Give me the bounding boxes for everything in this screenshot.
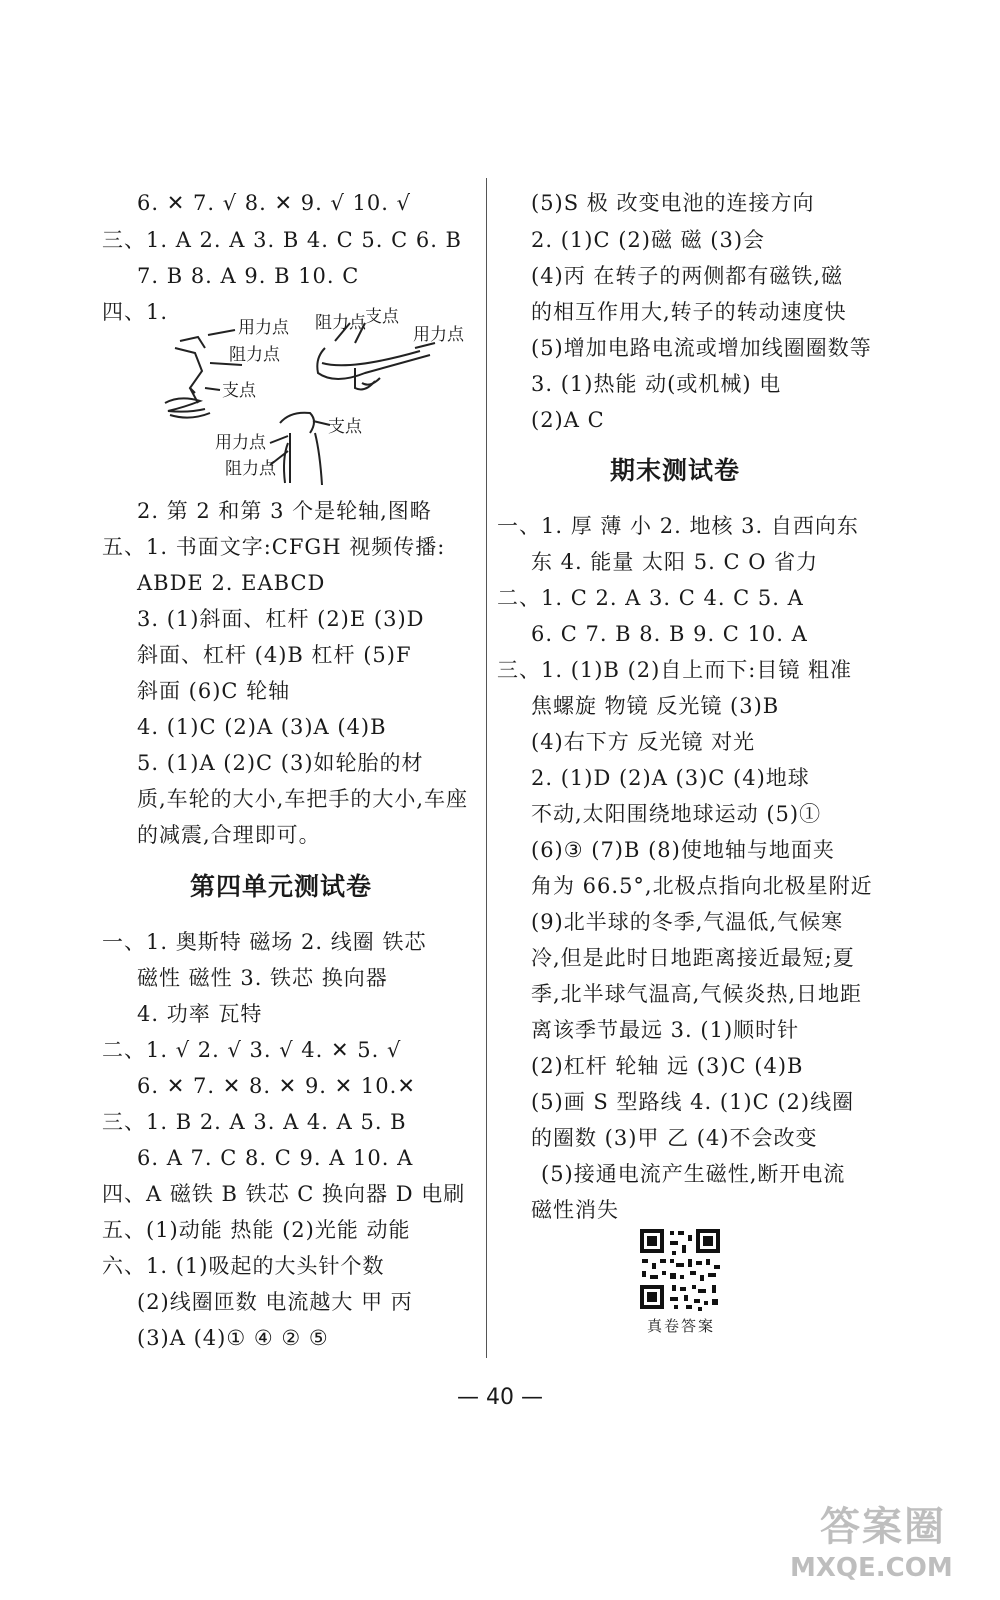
answer-line: 磁性 磁性 3. 铁芯 换向器 (137, 966, 388, 990)
answer-line: 6. C 7. B 8. B 9. C 10. A (531, 622, 808, 646)
answer-line: 五、1. 书面文字:CFGH 视频传播: (102, 535, 446, 559)
answer-line: 3. (1)斜面、杠杆 (2)E (3)D (137, 607, 425, 631)
answer-line: (2)线圈匝数 电流越大 甲 丙 (137, 1290, 413, 1314)
lever-illustration (150, 293, 480, 488)
answer-line: 的相互作用大,转子的转动速度快 (531, 300, 847, 324)
answer-line: (5)画 S 型路线 4. (1)C (2)线圈 (531, 1090, 855, 1114)
label-effort-point: 用力点 (238, 318, 289, 338)
answer-line: (5)接通电流产生磁性,断开电流 (541, 1162, 846, 1186)
answer-line: 6. ✕ 7. √ 8. ✕ 9. √ 10. √ (137, 191, 411, 215)
watermark-url: MXQE.COM (790, 1553, 953, 1583)
answer-line: 五、(1)动能 热能 (2)光能 动能 (102, 1218, 411, 1242)
answer-line: 磁性消失 (531, 1198, 619, 1222)
answer-line: 斜面 (6)C 轮轴 (137, 679, 291, 703)
answer-line: 质,车轮的大小,车把手的大小,车座 (137, 787, 469, 811)
label-effort-point: 用力点 (413, 325, 464, 345)
answer-line: (3)A (4)① ④ ② ⑤ (137, 1326, 329, 1350)
label-fulcrum: 支点 (365, 307, 399, 327)
qr-caption: 真卷答案 (646, 1317, 715, 1335)
answer-line: 斜面、杠杆 (4)B 杠杆 (5)F (137, 643, 412, 667)
right-column (495, 0, 975, 1600)
answer-line: 一、1. 奥斯特 磁场 2. 线圈 铁芯 (102, 930, 427, 954)
watermark (790, 1495, 995, 1595)
left-column (0, 0, 480, 1600)
answer-line: 的减震,合理即可。 (137, 823, 321, 847)
label-fulcrum: 支点 (328, 417, 362, 437)
answer-line: 角为 66.5°,北极点指向北极星附近 (531, 874, 873, 898)
answer-line: (5)S 极 改变电池的连接方向 (531, 191, 815, 215)
answer-line: (5)增加电路电流或增加线圈圈数等 (531, 336, 872, 360)
answer-line: 6. ✕ 7. ✕ 8. ✕ 9. ✕ 10.✕ (137, 1074, 416, 1098)
answer-line: 四、A 磁铁 B 铁芯 C 换向器 D 电刷 (102, 1182, 466, 1206)
answer-line: 四、1. (102, 300, 169, 324)
section-title: 期末测试卷 (610, 456, 741, 485)
answer-line: 二、1. C 2. A 3. C 4. C 5. A (497, 586, 804, 610)
label-resistance-point: 阻力点 (315, 313, 366, 333)
answer-line: 4. (1)C (2)A (3)A (4)B (137, 715, 387, 739)
answer-line: 2. (1)D (2)A (3)C (4)地球 (531, 766, 810, 790)
answer-line: (4)丙 在转子的两侧都有磁铁,磁 (531, 264, 844, 288)
answer-line: 的圈数 (3)甲 乙 (4)不会改变 (531, 1126, 818, 1150)
answer-line: 离该季节最远 3. (1)顺时针 (531, 1018, 800, 1042)
answer-line: 东 4. 能量 太阳 5. C O 省力 (531, 550, 819, 574)
answer-line: (4)右下方 反光镜 对光 (531, 730, 756, 754)
answer-line: 六、1. (1)吸起的大头针个数 (102, 1254, 385, 1278)
answer-line: 不动,太阳围绕地球运动 (5)① (531, 802, 822, 826)
answer-line: 三、1. (1)B (2)自上而下:目镜 粗准 (497, 658, 853, 682)
answer-line: 2. (1)C (2)磁 磁 (3)会 (531, 228, 766, 252)
label-resistance-point: 阻力点 (225, 459, 276, 479)
label-effort-point: 用力点 (215, 433, 266, 453)
qr-code[interactable] (636, 1225, 724, 1313)
answer-line: 三、1. B 2. A 3. A 4. A 5. B (102, 1110, 407, 1134)
watermark-logo: 答案圈 (820, 1504, 946, 1550)
answer-line: 7. B 8. A 9. B 10. C (137, 264, 360, 288)
answer-line: 二、1. √ 2. √ 3. √ 4. ✕ 5. √ (102, 1038, 402, 1062)
answer-line: 冷,但是此时日地距离接近最短;夏 (531, 946, 855, 970)
column-divider (486, 178, 487, 1358)
label-fulcrum: 支点 (222, 381, 256, 401)
answer-line: 4. 功率 瓦特 (137, 1002, 263, 1026)
answer-line: 3. (1)热能 动(或机械) 电 (531, 372, 782, 396)
answer-line: (6)③ (7)B (8)使地轴与地面夹 (531, 838, 835, 862)
answer-line: (9)北半球的冬季,气温低,气候寒 (531, 910, 844, 934)
label-resistance-point: 阻力点 (229, 345, 280, 365)
answer-line: 5. (1)A (2)C (3)如轮胎的材 (137, 751, 424, 775)
answer-line: (2)杠杆 轮轴 远 (3)C (4)B (531, 1054, 804, 1078)
answer-line: 6. A 7. C 8. C 9. A 10. A (137, 1146, 414, 1170)
section-title: 第四单元测试卷 (190, 872, 373, 901)
answer-line: 三、1. A 2. A 3. B 4. C 5. C 6. B (102, 228, 462, 252)
answer-line: 季,北半球气温高,气候炎热,日地距 (531, 982, 863, 1006)
answer-line: ABDE 2. EABCD (137, 571, 326, 595)
answer-line: 焦螺旋 物镜 反光镜 (3)B (531, 694, 780, 718)
answer-line: (2)A C (531, 408, 605, 432)
answer-line: 一、1. 厚 薄 小 2. 地核 3. 自西向东 (497, 514, 859, 538)
page-number: — 40 — (457, 1385, 543, 1410)
answer-line: 2. 第 2 和第 3 个是轮轴,图略 (137, 499, 432, 523)
